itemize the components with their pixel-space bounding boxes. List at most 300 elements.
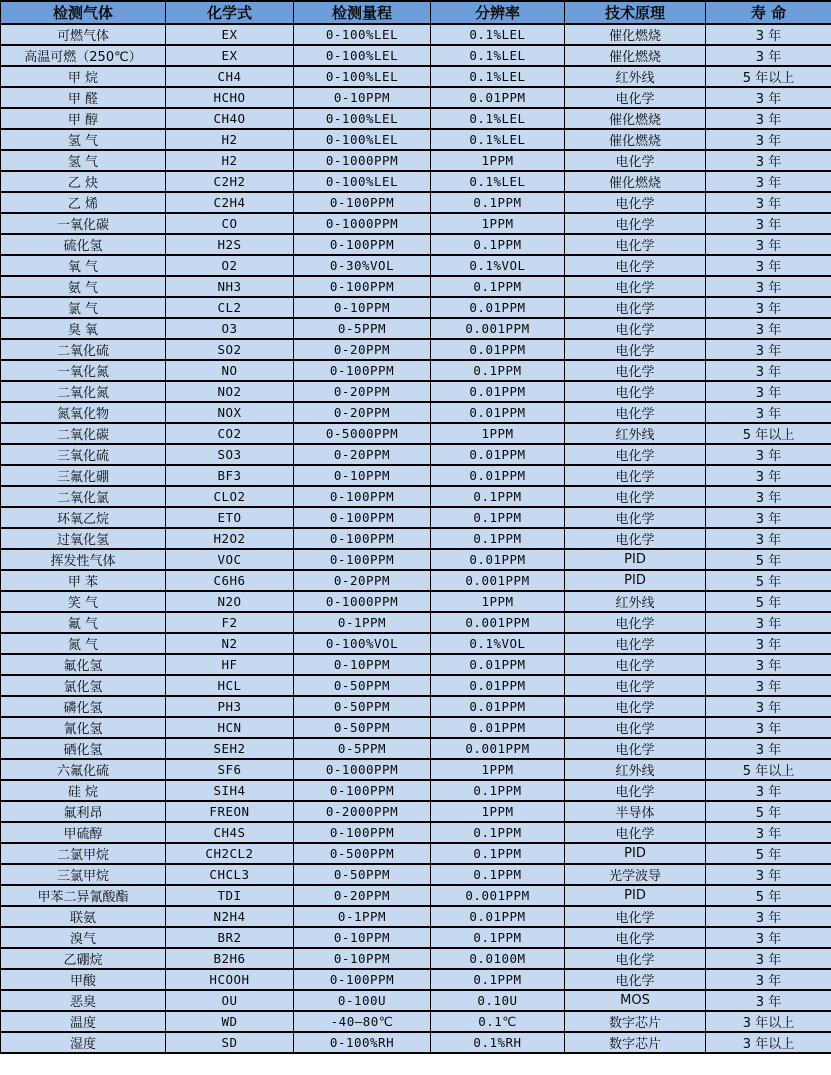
cell-detection-range: 0-100%LEL — [294, 24, 431, 45]
cell-detection-range: 0-1000PPM — [294, 759, 431, 780]
cell-resolution: 1PPM — [431, 591, 565, 612]
cell-resolution: 0.0100M — [431, 948, 565, 969]
cell-lifespan: 3 年 — [706, 297, 831, 318]
cell-chemical-formula: CH4 — [166, 66, 294, 87]
cell-resolution: 0.1PPM — [431, 360, 565, 381]
table-row — [1, 213, 831, 234]
cell-technology: 催化燃烧 — [565, 45, 706, 66]
cell-lifespan: 3 年 — [706, 612, 831, 633]
cell-lifespan: 3 年 — [706, 150, 831, 171]
cell-technology: 电化学 — [565, 696, 706, 717]
cell-technology: 电化学 — [565, 297, 706, 318]
cell-chemical-formula: CL2 — [166, 297, 294, 318]
table-row — [1, 528, 831, 549]
cell-lifespan: 5 年 — [706, 591, 831, 612]
cell-technology: 电化学 — [565, 948, 706, 969]
cell-detection-range: 0-5PPM — [294, 738, 431, 759]
cell-resolution: 0.1PPM — [431, 843, 565, 864]
cell-resolution: 0.1%LEL — [431, 66, 565, 87]
cell-detection-range: 0-100PPM — [294, 192, 431, 213]
cell-detection-range: 0-20PPM — [294, 339, 431, 360]
cell-resolution: 0.001PPM — [431, 738, 565, 759]
table-row — [1, 150, 831, 171]
cell-gas-name: 硫化氢 — [1, 234, 166, 255]
cell-lifespan: 3 年 — [706, 780, 831, 801]
cell-technology: 电化学 — [565, 192, 706, 213]
header-gas-name: 检测气体 — [1, 1, 166, 24]
cell-gas-name: 氢 气 — [1, 150, 166, 171]
header-chemical-formula: 化学式 — [166, 1, 294, 24]
cell-detection-range: 0-50PPM — [294, 717, 431, 738]
cell-resolution: 1PPM — [431, 759, 565, 780]
cell-resolution: 0.01PPM — [431, 297, 565, 318]
cell-chemical-formula: NH3 — [166, 276, 294, 297]
cell-lifespan: 3 年 — [706, 45, 831, 66]
table-row — [1, 549, 831, 570]
cell-detection-range: 0-100%LEL — [294, 129, 431, 150]
cell-detection-range: -40—80℃ — [294, 1011, 431, 1032]
cell-gas-name: 一氧化碳 — [1, 213, 166, 234]
cell-gas-name: 三氧化硫 — [1, 444, 166, 465]
cell-technology: PID — [565, 570, 706, 591]
table-row — [1, 1032, 831, 1053]
table-row — [1, 696, 831, 717]
cell-resolution: 0.01PPM — [431, 654, 565, 675]
cell-chemical-formula: CO — [166, 213, 294, 234]
cell-detection-range: 0-1PPM — [294, 906, 431, 927]
table-row — [1, 759, 831, 780]
cell-technology: 红外线 — [565, 591, 706, 612]
cell-resolution: 0.1PPM — [431, 969, 565, 990]
cell-technology: 电化学 — [565, 276, 706, 297]
cell-technology: 红外线 — [565, 759, 706, 780]
cell-gas-name: 挥发性气体 — [1, 549, 166, 570]
table-row — [1, 570, 831, 591]
cell-chemical-formula: HCHO — [166, 87, 294, 108]
cell-detection-range: 0-100%LEL — [294, 45, 431, 66]
cell-technology: 催化燃烧 — [565, 108, 706, 129]
table-row — [1, 339, 831, 360]
cell-lifespan: 3 年 — [706, 381, 831, 402]
cell-gas-name: 甲 烷 — [1, 66, 166, 87]
cell-chemical-formula: CHCL3 — [166, 864, 294, 885]
cell-detection-range: 0-100PPM — [294, 528, 431, 549]
cell-gas-name: 一氧化氮 — [1, 360, 166, 381]
cell-resolution: 0.01PPM — [431, 465, 565, 486]
cell-resolution: 0.1%LEL — [431, 24, 565, 45]
table-row — [1, 24, 831, 45]
cell-lifespan: 3 年 — [706, 906, 831, 927]
cell-gas-name: 二氧化硫 — [1, 339, 166, 360]
cell-lifespan: 3 年 — [706, 402, 831, 423]
cell-chemical-formula: SIH4 — [166, 780, 294, 801]
cell-technology: 电化学 — [565, 675, 706, 696]
cell-gas-name: 氮 气 — [1, 633, 166, 654]
cell-chemical-formula: VOC — [166, 549, 294, 570]
cell-chemical-formula: EX — [166, 24, 294, 45]
cell-technology: 红外线 — [565, 423, 706, 444]
table-row — [1, 465, 831, 486]
cell-lifespan: 3 年 — [706, 444, 831, 465]
cell-gas-name: 氯化氢 — [1, 675, 166, 696]
cell-gas-name: 甲酸 — [1, 969, 166, 990]
cell-chemical-formula: C2H4 — [166, 192, 294, 213]
cell-detection-range: 0-30%VOL — [294, 255, 431, 276]
cell-detection-range: 0-50PPM — [294, 675, 431, 696]
cell-resolution: 0.1%LEL — [431, 45, 565, 66]
cell-resolution: 0.1%VOL — [431, 255, 565, 276]
cell-chemical-formula: FREON — [166, 801, 294, 822]
cell-gas-name: 笑 气 — [1, 591, 166, 612]
cell-detection-range: 0-1000PPM — [294, 213, 431, 234]
cell-detection-range: 0-20PPM — [294, 402, 431, 423]
cell-lifespan: 3 年 — [706, 948, 831, 969]
cell-resolution: 0.1%LEL — [431, 171, 565, 192]
cell-lifespan: 5 年 — [706, 549, 831, 570]
cell-chemical-formula: WD — [166, 1011, 294, 1032]
cell-lifespan: 3 年 — [706, 192, 831, 213]
cell-gas-name: 氧 气 — [1, 255, 166, 276]
cell-chemical-formula: SD — [166, 1032, 294, 1053]
cell-gas-name: 可燃气体 — [1, 24, 166, 45]
cell-lifespan: 3 年 — [706, 171, 831, 192]
cell-lifespan: 3 年 — [706, 87, 831, 108]
cell-chemical-formula: O3 — [166, 318, 294, 339]
cell-gas-name: 二氧化碳 — [1, 423, 166, 444]
cell-lifespan: 3 年 — [706, 654, 831, 675]
cell-detection-range: 0-20PPM — [294, 381, 431, 402]
table-row — [1, 927, 831, 948]
cell-technology: 电化学 — [565, 780, 706, 801]
cell-detection-range: 0-2000PPM — [294, 801, 431, 822]
cell-chemical-formula: O2 — [166, 255, 294, 276]
cell-resolution: 0.1PPM — [431, 822, 565, 843]
cell-chemical-formula: SO2 — [166, 339, 294, 360]
cell-chemical-formula: CH4O — [166, 108, 294, 129]
table-row — [1, 948, 831, 969]
cell-chemical-formula: NO — [166, 360, 294, 381]
cell-lifespan: 5 年 — [706, 885, 831, 906]
cell-resolution: 0.1PPM — [431, 528, 565, 549]
cell-detection-range: 0-20PPM — [294, 885, 431, 906]
header-resolution: 分辨率 — [431, 1, 565, 24]
cell-lifespan: 3 年以上 — [706, 1032, 831, 1053]
cell-detection-range: 0-5PPM — [294, 318, 431, 339]
cell-lifespan: 3 年 — [706, 318, 831, 339]
cell-technology: 电化学 — [565, 738, 706, 759]
cell-gas-name: 氰化氢 — [1, 717, 166, 738]
cell-resolution: 0.01PPM — [431, 339, 565, 360]
table-row — [1, 591, 831, 612]
cell-gas-name: 六氟化硫 — [1, 759, 166, 780]
header-lifespan: 寿 命 — [706, 1, 831, 24]
cell-chemical-formula: HF — [166, 654, 294, 675]
cell-detection-range: 0-100PPM — [294, 822, 431, 843]
cell-technology: 电化学 — [565, 402, 706, 423]
table-row — [1, 423, 831, 444]
cell-resolution: 0.1PPM — [431, 234, 565, 255]
cell-detection-range: 0-20PPM — [294, 570, 431, 591]
cell-detection-range: 0-500PPM — [294, 843, 431, 864]
cell-resolution: 0.01PPM — [431, 402, 565, 423]
table-row — [1, 45, 831, 66]
cell-chemical-formula: H2 — [166, 129, 294, 150]
cell-chemical-formula: F2 — [166, 612, 294, 633]
table-row — [1, 381, 831, 402]
cell-detection-range: 0-1000PPM — [294, 591, 431, 612]
cell-technology: 催化燃烧 — [565, 171, 706, 192]
cell-detection-range: 0-100PPM — [294, 360, 431, 381]
table-row — [1, 780, 831, 801]
cell-gas-name: 乙 炔 — [1, 171, 166, 192]
table-row — [1, 801, 831, 822]
cell-gas-name: 氢 气 — [1, 129, 166, 150]
cell-lifespan: 3 年 — [706, 864, 831, 885]
cell-resolution: 0.001PPM — [431, 570, 565, 591]
cell-chemical-formula: N2O — [166, 591, 294, 612]
cell-chemical-formula: N2 — [166, 633, 294, 654]
cell-resolution: 1PPM — [431, 423, 565, 444]
cell-resolution: 0.1PPM — [431, 276, 565, 297]
cell-gas-name: 甲 苯 — [1, 570, 166, 591]
cell-gas-name: 二氧化氯 — [1, 486, 166, 507]
cell-chemical-formula: HCN — [166, 717, 294, 738]
cell-technology: 电化学 — [565, 465, 706, 486]
cell-technology: 电化学 — [565, 87, 706, 108]
cell-lifespan: 3 年以上 — [706, 1011, 831, 1032]
cell-lifespan: 3 年 — [706, 528, 831, 549]
header-technology: 技术原理 — [565, 1, 706, 24]
cell-resolution: 0.01PPM — [431, 87, 565, 108]
cell-technology: 电化学 — [565, 234, 706, 255]
cell-detection-range: 0-100%RH — [294, 1032, 431, 1053]
cell-detection-range: 0-100PPM — [294, 486, 431, 507]
cell-technology: 电化学 — [565, 486, 706, 507]
cell-gas-name: 恶臭 — [1, 990, 166, 1011]
cell-chemical-formula: C2H2 — [166, 171, 294, 192]
table-row — [1, 297, 831, 318]
cell-technology: PID — [565, 885, 706, 906]
cell-resolution: 0.01PPM — [431, 444, 565, 465]
cell-gas-name: 氟 气 — [1, 612, 166, 633]
cell-chemical-formula: SF6 — [166, 759, 294, 780]
cell-chemical-formula: EX — [166, 45, 294, 66]
table-row — [1, 108, 831, 129]
cell-lifespan: 5 年 — [706, 570, 831, 591]
cell-chemical-formula: CH2CL2 — [166, 843, 294, 864]
cell-lifespan: 3 年 — [706, 927, 831, 948]
cell-lifespan: 3 年 — [706, 213, 831, 234]
cell-chemical-formula: B2H6 — [166, 948, 294, 969]
cell-technology: 电化学 — [565, 822, 706, 843]
cell-resolution: 0.1%RH — [431, 1032, 565, 1053]
cell-resolution: 1PPM — [431, 213, 565, 234]
cell-lifespan: 3 年 — [706, 822, 831, 843]
table-row — [1, 738, 831, 759]
cell-detection-range: 0-100PPM — [294, 276, 431, 297]
table-row — [1, 87, 831, 108]
cell-technology: 半导体 — [565, 801, 706, 822]
table-row — [1, 360, 831, 381]
table-row — [1, 717, 831, 738]
table-row — [1, 1011, 831, 1032]
table-row — [1, 864, 831, 885]
cell-detection-range: 0-10PPM — [294, 927, 431, 948]
cell-gas-name: 氟利昂 — [1, 801, 166, 822]
table-row — [1, 192, 831, 213]
cell-gas-name: 二氯甲烷 — [1, 843, 166, 864]
cell-resolution: 0.01PPM — [431, 717, 565, 738]
cell-gas-name: 溴气 — [1, 927, 166, 948]
cell-lifespan: 5 年 — [706, 801, 831, 822]
table-row — [1, 276, 831, 297]
cell-chemical-formula: HCL — [166, 675, 294, 696]
cell-gas-name: 高温可燃（250℃） — [1, 45, 166, 66]
cell-lifespan: 3 年 — [706, 486, 831, 507]
table-row — [1, 843, 831, 864]
cell-gas-name: 磷化氢 — [1, 696, 166, 717]
cell-resolution: 0.001PPM — [431, 885, 565, 906]
cell-gas-name: 硒化氢 — [1, 738, 166, 759]
cell-gas-name: 甲 醇 — [1, 108, 166, 129]
cell-technology: 电化学 — [565, 255, 706, 276]
cell-detection-range: 0-100PPM — [294, 780, 431, 801]
cell-detection-range: 0-5000PPM — [294, 423, 431, 444]
cell-gas-name: 氮氧化物 — [1, 402, 166, 423]
cell-chemical-formula: H2 — [166, 150, 294, 171]
table-row — [1, 66, 831, 87]
cell-chemical-formula: N2H4 — [166, 906, 294, 927]
cell-lifespan: 3 年 — [706, 108, 831, 129]
cell-detection-range: 0-20PPM — [294, 444, 431, 465]
cell-resolution: 0.1%LEL — [431, 129, 565, 150]
cell-gas-name: 环氧乙烷 — [1, 507, 166, 528]
cell-gas-name: 氨 气 — [1, 276, 166, 297]
cell-resolution: 0.01PPM — [431, 381, 565, 402]
cell-resolution: 0.1℃ — [431, 1011, 565, 1032]
cell-lifespan: 3 年 — [706, 738, 831, 759]
table-header-row — [1, 1, 831, 24]
cell-detection-range: 0-10PPM — [294, 948, 431, 969]
cell-chemical-formula: H2O2 — [166, 528, 294, 549]
table-body — [1, 24, 831, 1053]
cell-gas-name: 臭 氧 — [1, 318, 166, 339]
cell-detection-range: 0-100PPM — [294, 969, 431, 990]
cell-chemical-formula: NOX — [166, 402, 294, 423]
cell-lifespan: 5 年以上 — [706, 759, 831, 780]
cell-lifespan: 3 年 — [706, 717, 831, 738]
cell-resolution: 0.01PPM — [431, 675, 565, 696]
cell-detection-range: 0-10PPM — [294, 297, 431, 318]
cell-lifespan: 3 年 — [706, 129, 831, 150]
cell-technology: 电化学 — [565, 969, 706, 990]
cell-lifespan: 3 年 — [706, 675, 831, 696]
cell-lifespan: 3 年 — [706, 276, 831, 297]
cell-chemical-formula: OU — [166, 990, 294, 1011]
header-detection-range: 检测量程 — [294, 1, 431, 24]
cell-resolution: 0.01PPM — [431, 696, 565, 717]
cell-resolution: 0.001PPM — [431, 318, 565, 339]
cell-lifespan: 3 年 — [706, 990, 831, 1011]
cell-gas-name: 氯 气 — [1, 297, 166, 318]
cell-technology: 电化学 — [565, 507, 706, 528]
cell-chemical-formula: CO2 — [166, 423, 294, 444]
table-row — [1, 129, 831, 150]
table-row — [1, 486, 831, 507]
table-row — [1, 171, 831, 192]
cell-chemical-formula: CH4S — [166, 822, 294, 843]
cell-lifespan: 5 年以上 — [706, 423, 831, 444]
cell-gas-name: 三氯甲烷 — [1, 864, 166, 885]
table-row — [1, 612, 831, 633]
cell-technology: 电化学 — [565, 381, 706, 402]
cell-chemical-formula: CLO2 — [166, 486, 294, 507]
table-row — [1, 885, 831, 906]
cell-chemical-formula: C6H6 — [166, 570, 294, 591]
table-row — [1, 990, 831, 1011]
cell-technology: 催化燃烧 — [565, 129, 706, 150]
cell-resolution: 0.1PPM — [431, 864, 565, 885]
cell-technology: 电化学 — [565, 339, 706, 360]
cell-lifespan: 5 年 — [706, 843, 831, 864]
cell-chemical-formula: PH3 — [166, 696, 294, 717]
cell-technology: 电化学 — [565, 213, 706, 234]
table-row — [1, 969, 831, 990]
cell-detection-range: 0-100PPM — [294, 234, 431, 255]
cell-chemical-formula: HCOOH — [166, 969, 294, 990]
cell-lifespan: 3 年 — [706, 234, 831, 255]
cell-resolution: 0.1PPM — [431, 507, 565, 528]
cell-technology: 电化学 — [565, 318, 706, 339]
cell-lifespan: 5 年以上 — [706, 66, 831, 87]
cell-chemical-formula: BF3 — [166, 465, 294, 486]
cell-resolution: 0.1%VOL — [431, 633, 565, 654]
cell-detection-range: 0-100PPM — [294, 507, 431, 528]
cell-resolution: 0.1PPM — [431, 192, 565, 213]
cell-detection-range: 0-10PPM — [294, 465, 431, 486]
cell-lifespan: 3 年 — [706, 507, 831, 528]
cell-detection-range: 0-100%LEL — [294, 66, 431, 87]
cell-lifespan: 3 年 — [706, 633, 831, 654]
table-row — [1, 255, 831, 276]
cell-technology: MOS — [565, 990, 706, 1011]
cell-lifespan: 3 年 — [706, 255, 831, 276]
cell-technology: 电化学 — [565, 360, 706, 381]
cell-resolution: 1PPM — [431, 150, 565, 171]
cell-technology: 催化燃烧 — [565, 24, 706, 45]
cell-technology: 数字芯片 — [565, 1032, 706, 1053]
cell-technology: PID — [565, 549, 706, 570]
cell-gas-name: 甲 醛 — [1, 87, 166, 108]
cell-gas-name: 氟化氢 — [1, 654, 166, 675]
cell-technology: 电化学 — [565, 528, 706, 549]
cell-gas-name: 乙硼烷 — [1, 948, 166, 969]
cell-detection-range: 0-50PPM — [294, 696, 431, 717]
cell-technology: 电化学 — [565, 612, 706, 633]
table-row — [1, 234, 831, 255]
cell-detection-range: 0-100U — [294, 990, 431, 1011]
cell-resolution: 0.1PPM — [431, 780, 565, 801]
table-row — [1, 675, 831, 696]
cell-resolution: 0.10U — [431, 990, 565, 1011]
cell-detection-range: 0-100%LEL — [294, 171, 431, 192]
cell-resolution: 0.01PPM — [431, 906, 565, 927]
cell-technology: 电化学 — [565, 906, 706, 927]
cell-lifespan: 3 年 — [706, 24, 831, 45]
cell-gas-name: 乙 烯 — [1, 192, 166, 213]
cell-technology: 电化学 — [565, 150, 706, 171]
cell-chemical-formula: NO2 — [166, 381, 294, 402]
